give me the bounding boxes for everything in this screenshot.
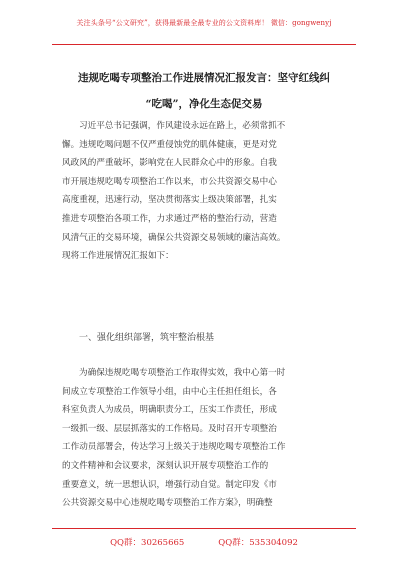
footer-qq-group-2: QQ群：535304092: [218, 538, 298, 548]
footer-qq-group-1: QQ群：30265665: [110, 538, 185, 548]
paragraph-line: 风清气正的交易环境，确保公共资源交易领域的廉洁高效。: [62, 232, 286, 243]
paragraph-line: 间成立专项整治工作领导小组，由中心主任担任组长，各: [62, 386, 277, 397]
paragraph-line: 推进专项整治各项工作，力求通过严格的整治行动，营造: [62, 213, 277, 224]
paragraph-line: 工作动员部署会，传达学习上级关于违规吃喝专项整治工作: [62, 442, 286, 453]
paragraph-line: 的文件精神和会议要求，深刻认识开展专项整治工作的: [62, 460, 269, 471]
footer-divider: [52, 528, 356, 529]
document-title: [60, 65, 348, 117]
paragraph-line: 重要意义，统一思想认识，增强行动自觉。制定印发《市: [62, 479, 277, 490]
section-heading: 一、强化组织部署，筑牢整治根基: [79, 333, 215, 343]
title-line: 违规吃喝专项整治工作进展情况汇报发言：坚守红线纠: [78, 72, 330, 84]
paragraph-line: 高度重视，迅速行动，坚决贯彻落实上级决策部署，扎实: [62, 195, 277, 206]
paragraph-line: 为确保违规吃喝专项整治工作取得实效，我中心第一时: [79, 368, 286, 378]
paragraph-line: 风政风的严重破坏，影响党在人民群众心中的形象。自我: [62, 158, 277, 169]
paragraph-line: 公共资源交易中心违规吃喝专项整治工作方案》，明确整: [62, 498, 273, 509]
paragraph-line: 一级抓一级、层层抓落实的工作格局。及时召开专项整治: [62, 423, 277, 434]
paragraph-line: 现将工作进展情况汇报如下：: [62, 251, 174, 262]
footer: [0, 536, 408, 548]
paragraph-line: 市开展违规吃喝专项整治工作以来，市公共资源交易中心: [62, 176, 277, 187]
header-divider: [52, 44, 356, 45]
body-paragraph: [62, 364, 346, 513]
body-paragraph: [62, 117, 346, 266]
paragraph-line: 科室负责人为成员，明确职责分工，压实工作责任，形成: [62, 405, 277, 416]
title-line: “吃喝”，净化生态促交易: [145, 98, 263, 110]
paragraph-line: 习近平总书记强调，作风建设永远在路上，必须常抓不: [79, 121, 286, 131]
header-banner: 关注头条号“公文研究”，获得最新最全最专业的公文资料库！ 微信：gongwenyj: [76, 19, 332, 27]
paragraph-line: 懈。违规吃喝问题不仅严重侵蚀党的肌体健康，更是对党: [62, 139, 277, 150]
